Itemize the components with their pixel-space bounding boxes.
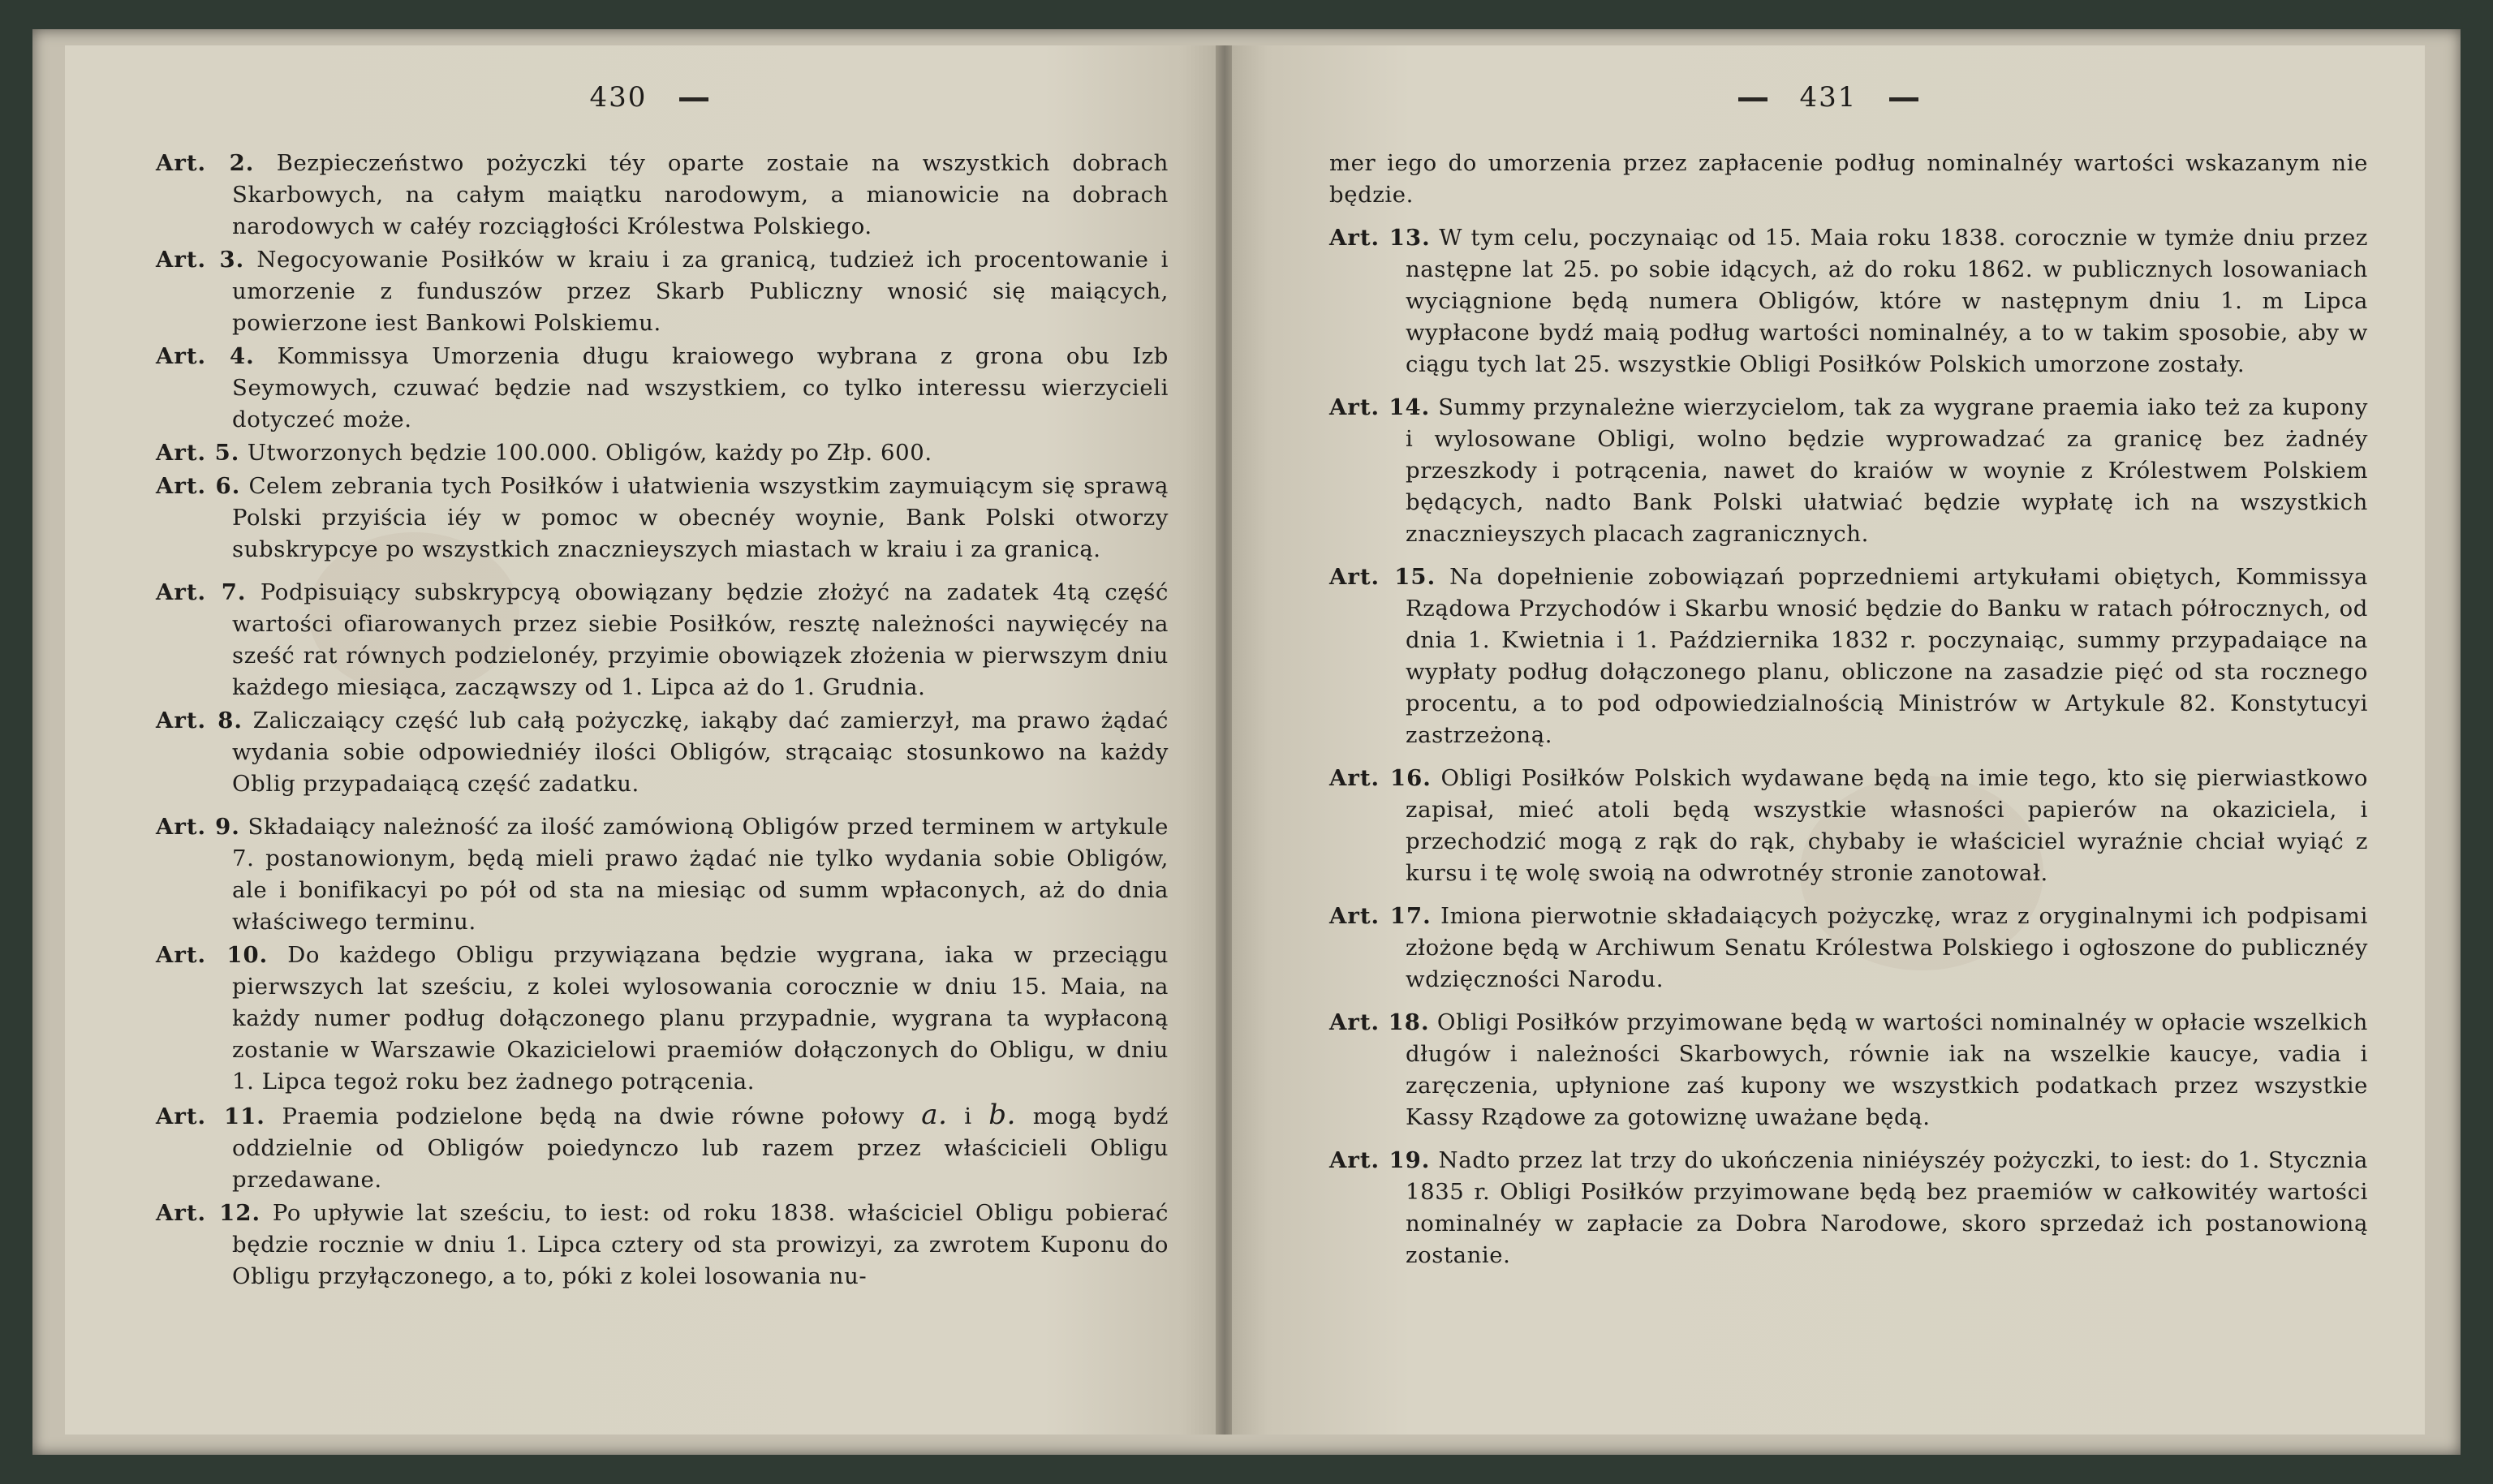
article-label: Art. 16. (1329, 765, 1432, 791)
page-number: 431 (1799, 81, 1858, 114)
article-label: Art. 19. (1329, 1147, 1431, 1173)
article-label: Art. 12. (156, 1200, 261, 1226)
article-label: Art. 6. (156, 473, 241, 499)
article-4 (156, 341, 1169, 436)
article-13 (1329, 222, 2368, 381)
article-label: Art. 8. (156, 708, 243, 733)
article-label: Art. 14. (1329, 394, 1431, 420)
article-label: Art. 18. (1329, 1009, 1430, 1035)
article-2 (156, 148, 1169, 243)
article-18 (1329, 1007, 2368, 1133)
page-number: 430 (589, 81, 648, 114)
article-text: Na dopełnienie zobowiązań poprzedniemi artykułami obiętych, Kommissya Rządowa Przychodów i Skarbu wnosić będzie do Banku w ratach półrocznych, od dnia 1. Kwietnia i 1. Października 1832 r. poczynaiąc, summy przypadaiące na wypłaty podług dołączonego planu, obliczone na zasadzie pięć od sta rocznego procentu, a to pod odpowiedzialnością Ministrów w Artykule 82. Konstytucyi zastrzeżoną. (1406, 564, 2368, 748)
article-text-before: Praemia podzielone będą na dwie równe połowy (282, 1103, 905, 1129)
article-label: Art. 17. (1329, 903, 1432, 929)
right-page-text (1329, 148, 2368, 1273)
article-text: Zaliczaiący część lub całą pożyczkę, iakąby dać zamierzył, ma prawo żądać wydania sobie odpowiedniéy ilości Obligów, strącaiąc stosunkowo na każdy Oblig przypadaiącą część zadatku. (232, 708, 1169, 797)
article-label: Art. 10. (156, 942, 269, 968)
article-16 (1329, 763, 2368, 889)
article-text: Składaiący należność za ilość zamówioną Obligów przed terminem w artykule 7. postanowionym, będą mieli prawo żądać nie tylko wydania sobie Obligów, ale i bonifikacyi po pół od sta na miesiąc od summ wpłaconych, aż do dnia właściwego terminu. (232, 814, 1169, 935)
article-5 (156, 437, 1169, 469)
article-text: W tym celu, poczynaiąc od 15. Maia roku 1838. corocznie w tymże dniu przez następne lat 25. po sobie idących, aż do roku 1862. w publicznych losowaniach wyciągnione będą numera Obligów, które w następnym dniu 1. m Lipca wypłacone bydź maią podług wartości nominalnéy, a to w takim sposobie, aby w ciągu tych lat 25. wszystkie Obligi Posiłków Polskich umorzone zostały. (1406, 225, 2368, 377)
article-10 (156, 940, 1169, 1098)
article-label: Art. 9. (156, 814, 240, 840)
article-label: Art. 4. (156, 343, 255, 369)
article-text: Bezpieczeństwo pożyczki téy oparte zostaie na wszystkich dobrach Skarbowych, na całym maiątku narodowym, a mianowicie na dobrach narodowych w całéy rozciągłości Królestwa Polskiego. (232, 150, 1169, 239)
article-19 (1329, 1145, 2368, 1271)
article-11 (156, 1099, 1169, 1196)
article-text: Podpisuiący subskrypcyą obowiązany będzie złożyć na zadatek 4tą część wartości ofiarowanych przez siebie Posiłków, resztę należności naywięcéy na sześć rat równych podzielonéy, przyimie obowiązek złożenia w pierwszym dniu każdego miesiąca, zacząwszy od 1. Lipca aż do 1. Grudnia. (232, 579, 1169, 700)
right-page (1232, 45, 2425, 1435)
letter-a: a. (921, 1099, 948, 1131)
article-9 (156, 811, 1169, 938)
article-label: Art. 2. (156, 150, 255, 176)
article-label: Art. 13. (1329, 225, 1431, 251)
article-text: Summy przynależne wierzycielom, tak za wygrane praemia iako też za kupony i wylosowane Obligi, wolno będzie wyprowadzać za granicę bez żadnéy przeszkody i potrącenia, nawet do kraiów w woynie z Królestwem Polskiem będących, nadto Bank Polski ułatwiać będzie wypłatę ich na wszystkich znacznieyszych placach zagranicznych. (1406, 394, 2368, 547)
page-header-left (65, 81, 1217, 130)
article-17 (1329, 901, 2368, 996)
left-page (65, 45, 1217, 1435)
article-14 (1329, 392, 2368, 550)
header-dash (1889, 97, 1918, 101)
article-text-after: mogą bydź oddzielnie od Obligów poiedynczo lub razem przez właścicieli Obligu przedawane. (232, 1103, 1169, 1193)
article-text: Do każdego Obligu przywiązana będzie wygrana, iaka w przeciągu pierwszych lat sześciu, z kolei wylosowania corocznie w dniu 15. Maia, na każdy numer podług dołączonego planu przypadnie, wygrana ta wypłaconą zostanie w Warszawie Okazicielowi praemiów dołączonych do Obligu, w dniu 1. Lipca tegoż roku bez żadnego potrącenia. (232, 942, 1169, 1095)
article-text: Celem zebrania tych Posiłków i ułatwienia wszystkim zaymuiącym się sprawą Polski przyiścia iéy w pomoc w obecnéy woynie, Bank Polski otworzy subskrypcye po wszystkich znacznieyszych miastach w kraiu i za granicą. (232, 473, 1169, 562)
article-text: Negocyowanie Posiłków w kraiu i za granicą, tudzież ich procentowanie i umorzenie z funduszów przez Skarb Publiczny wnosić się maiących, powierzone iest Bankowi Polskiemu. (232, 247, 1169, 336)
article-12 (156, 1198, 1169, 1293)
header-dash (679, 97, 708, 101)
article-3 (156, 244, 1169, 339)
book-gutter (1216, 45, 1234, 1435)
article-label: Art. 11. (156, 1103, 265, 1129)
article-text: Po upływie lat sześciu, to iest: od roku 1838. właściciel Obligu pobierać będzie rocznie w dniu 1. Lipca cztery od sta prowizyi, za zwrotem Kuponu do Obligu przyłączonego, a to, póki z kolei losowania nu- (232, 1200, 1169, 1289)
article-text: Obligi Posiłków Polskich wydawane będą na imie tego, kto się pierwiastkowo zapisał, mieć atoli będą wszystkie własności papierów na okaziciela, i przechodzić mogą z rąk do rąk, chybaby ie właściciel wyraźnie chciał wyiąć z kursu i tę wolę swoią na odwrotnéy stronie zanotował. (1406, 765, 2369, 886)
page-header-right (1232, 81, 2425, 130)
article-text: Obligi Posiłków przyimowane będą w wartości nominalnéy w opłacie wszelkich długów i należności Skarbowych, równie iak na wszelkie kaucye, vadia i zaręczenia, upłynione zaś kupony we wszystkich podatkach przez wszystkie Kassy Rządowe za gotowiznę uważane będą. (1406, 1009, 2368, 1130)
article-6 (156, 471, 1169, 566)
left-page-text (156, 148, 1169, 1294)
open-book (32, 29, 2461, 1455)
letter-b: b. (988, 1099, 1017, 1131)
continuation-text: mer iego do umorzenia przez zapłacenie podług nominalnéy wartości wskazanym nie będzie. (1329, 150, 2368, 208)
article-text: Nadto przez lat trzy do ukończenia niniéyszéy pożyczki, to iest: do 1. Stycznia 1835 r. Obligi Posiłków przyimowane będą bez praemiów w całkowitéy wartości nominalnéy w zapłacie za Dobra Narodowe, skoro sprzedaż ich postanowioną zostanie. (1406, 1147, 2368, 1268)
article-label: Art. 7. (156, 579, 247, 605)
article-15 (1329, 561, 2368, 751)
article-label: Art. 15. (1329, 564, 1436, 590)
article-text: Imiona pierwotnie składaiących pożyczkę, wraz z oryginalnymi ich podpisami złożone będą w Archiwum Senatu Królestwa Polskiego i ogłoszone do publicznéy wdzięczności Narodu. (1406, 903, 2368, 992)
article-text-mid: i (964, 1103, 972, 1129)
article-label: Art. 3. (156, 247, 245, 273)
article-text: Kommissya Umorzenia długu kraiowego wybrana z grona obu Izb Seymowych, czuwać będzie nad wszystkiem, co tylko interessu wierzycieli dotyczeć może. (232, 343, 1169, 432)
article-text: Utworzonych będzie 100.000. Obligów, każdy po Złp. 600. (247, 440, 932, 466)
article-8 (156, 705, 1169, 800)
article-label: Art. 5. (156, 440, 240, 466)
article-7 (156, 577, 1169, 703)
header-dash (1738, 97, 1767, 101)
